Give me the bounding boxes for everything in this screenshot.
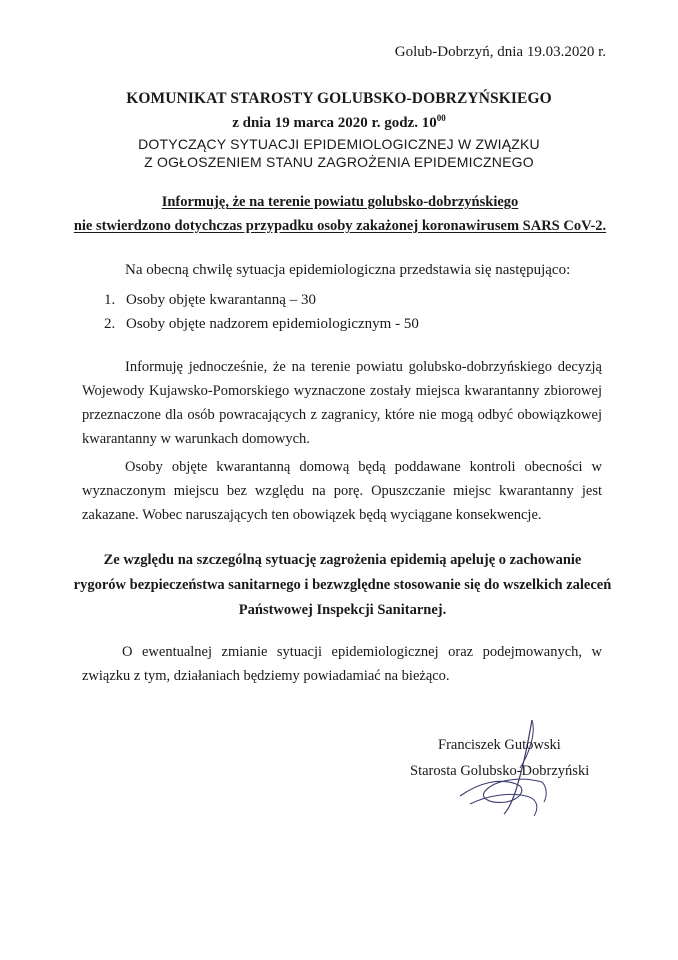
situation-list: [104, 288, 419, 336]
appeal-line-1: Ze względu na szczególną sytuację zagrożenia epidemią apeluję o zachowanie: [103, 552, 582, 568]
info-line-1: [60, 190, 620, 214]
paragraph-updates: O ewentualnej zmianie sytuacji epidemiologicznej oraz podejmowanych, w związku z tym, działaniach będziemy powiadamiać na bieżąco.: [82, 644, 602, 684]
paragraph-quarantine-places: Informuję jednocześnie, że na terenie powiatu golubsko-dobrzyńskiego decyzją Wojewody Kujawsko-Pomorskiego wyznaczone zostały miejsca kwarantanny zbiorowej przeznaczone dla osób powracających z zagranicy, które nie mogą odbyć obowiązkowej kwarantanny w warunkach domowych.: [82, 359, 602, 447]
subtitle-line-1: DOTYCZĄCY SYTUACJI EPIDEMIOLOGICZNEJ W ZWIĄZKU: [138, 136, 540, 152]
info-line-2: [60, 214, 620, 238]
info-line-1-text: Informuję, że na terenie powiatu golubsko-dobrzyńskiego: [161, 194, 519, 210]
list-item: [104, 288, 419, 312]
info-statement: [60, 190, 620, 238]
announcement-date-text: z dnia 19 marca 2020 r. godz. 10: [232, 115, 437, 131]
paragraph-home-quarantine: Osoby objęte kwarantanną domową będą poddawane kontroli obecności w wyznaczonym miejscu bez względu na porę. Opuszczanie miejsc kwarantanny jest zakazane. Wobec naruszających ten obowiązek będą wyciągane konsekwencje.: [82, 459, 602, 523]
list-item-number: 2.: [104, 316, 116, 332]
list-item-text: Osoby objęte nadzorem epidemiologicznym - 50: [126, 316, 419, 332]
signatory-name: Franciszek Gutowski: [438, 737, 561, 753]
announcement-date: [0, 113, 678, 132]
situation-intro: Na obecną chwilę sytuacja epidemiologiczna przedstawia się następująco:: [125, 262, 571, 278]
signature-block: [410, 732, 589, 784]
info-line-2-text: nie stwierdzono dotychczas przypadku osoby zakażonej koronawirusem SARS CoV-2.: [73, 218, 607, 234]
place-date: Golub-Dobrzyń, dnia 19.03.2020 r.: [394, 44, 606, 60]
announcement-time-minutes: 00: [436, 113, 446, 123]
appeal-line-2: rygorów bezpieczeństwa sanitarnego i bezwzględne stosowanie się do wszelkich zaleceń: [73, 577, 612, 593]
subtitle-line-2: Z OGŁOSZENIEM STANU ZAGROŻENIA EPIDEMICZNEGO: [144, 154, 534, 170]
document-title: KOMUNIKAT STAROSTY GOLUBSKO-DOBRZYŃSKIEGO: [126, 90, 552, 107]
list-item-text: Osoby objęte kwarantanną – 30: [126, 292, 316, 308]
appeal-statement: [70, 548, 615, 623]
list-item: [104, 312, 419, 336]
heading-block: [0, 90, 678, 171]
appeal-line-3: Państwowej Inspekcji Sanitarnej.: [238, 602, 447, 618]
signatory-title: Starosta Golubsko-Dobrzyński: [410, 763, 590, 779]
list-item-number: 1.: [104, 292, 116, 308]
